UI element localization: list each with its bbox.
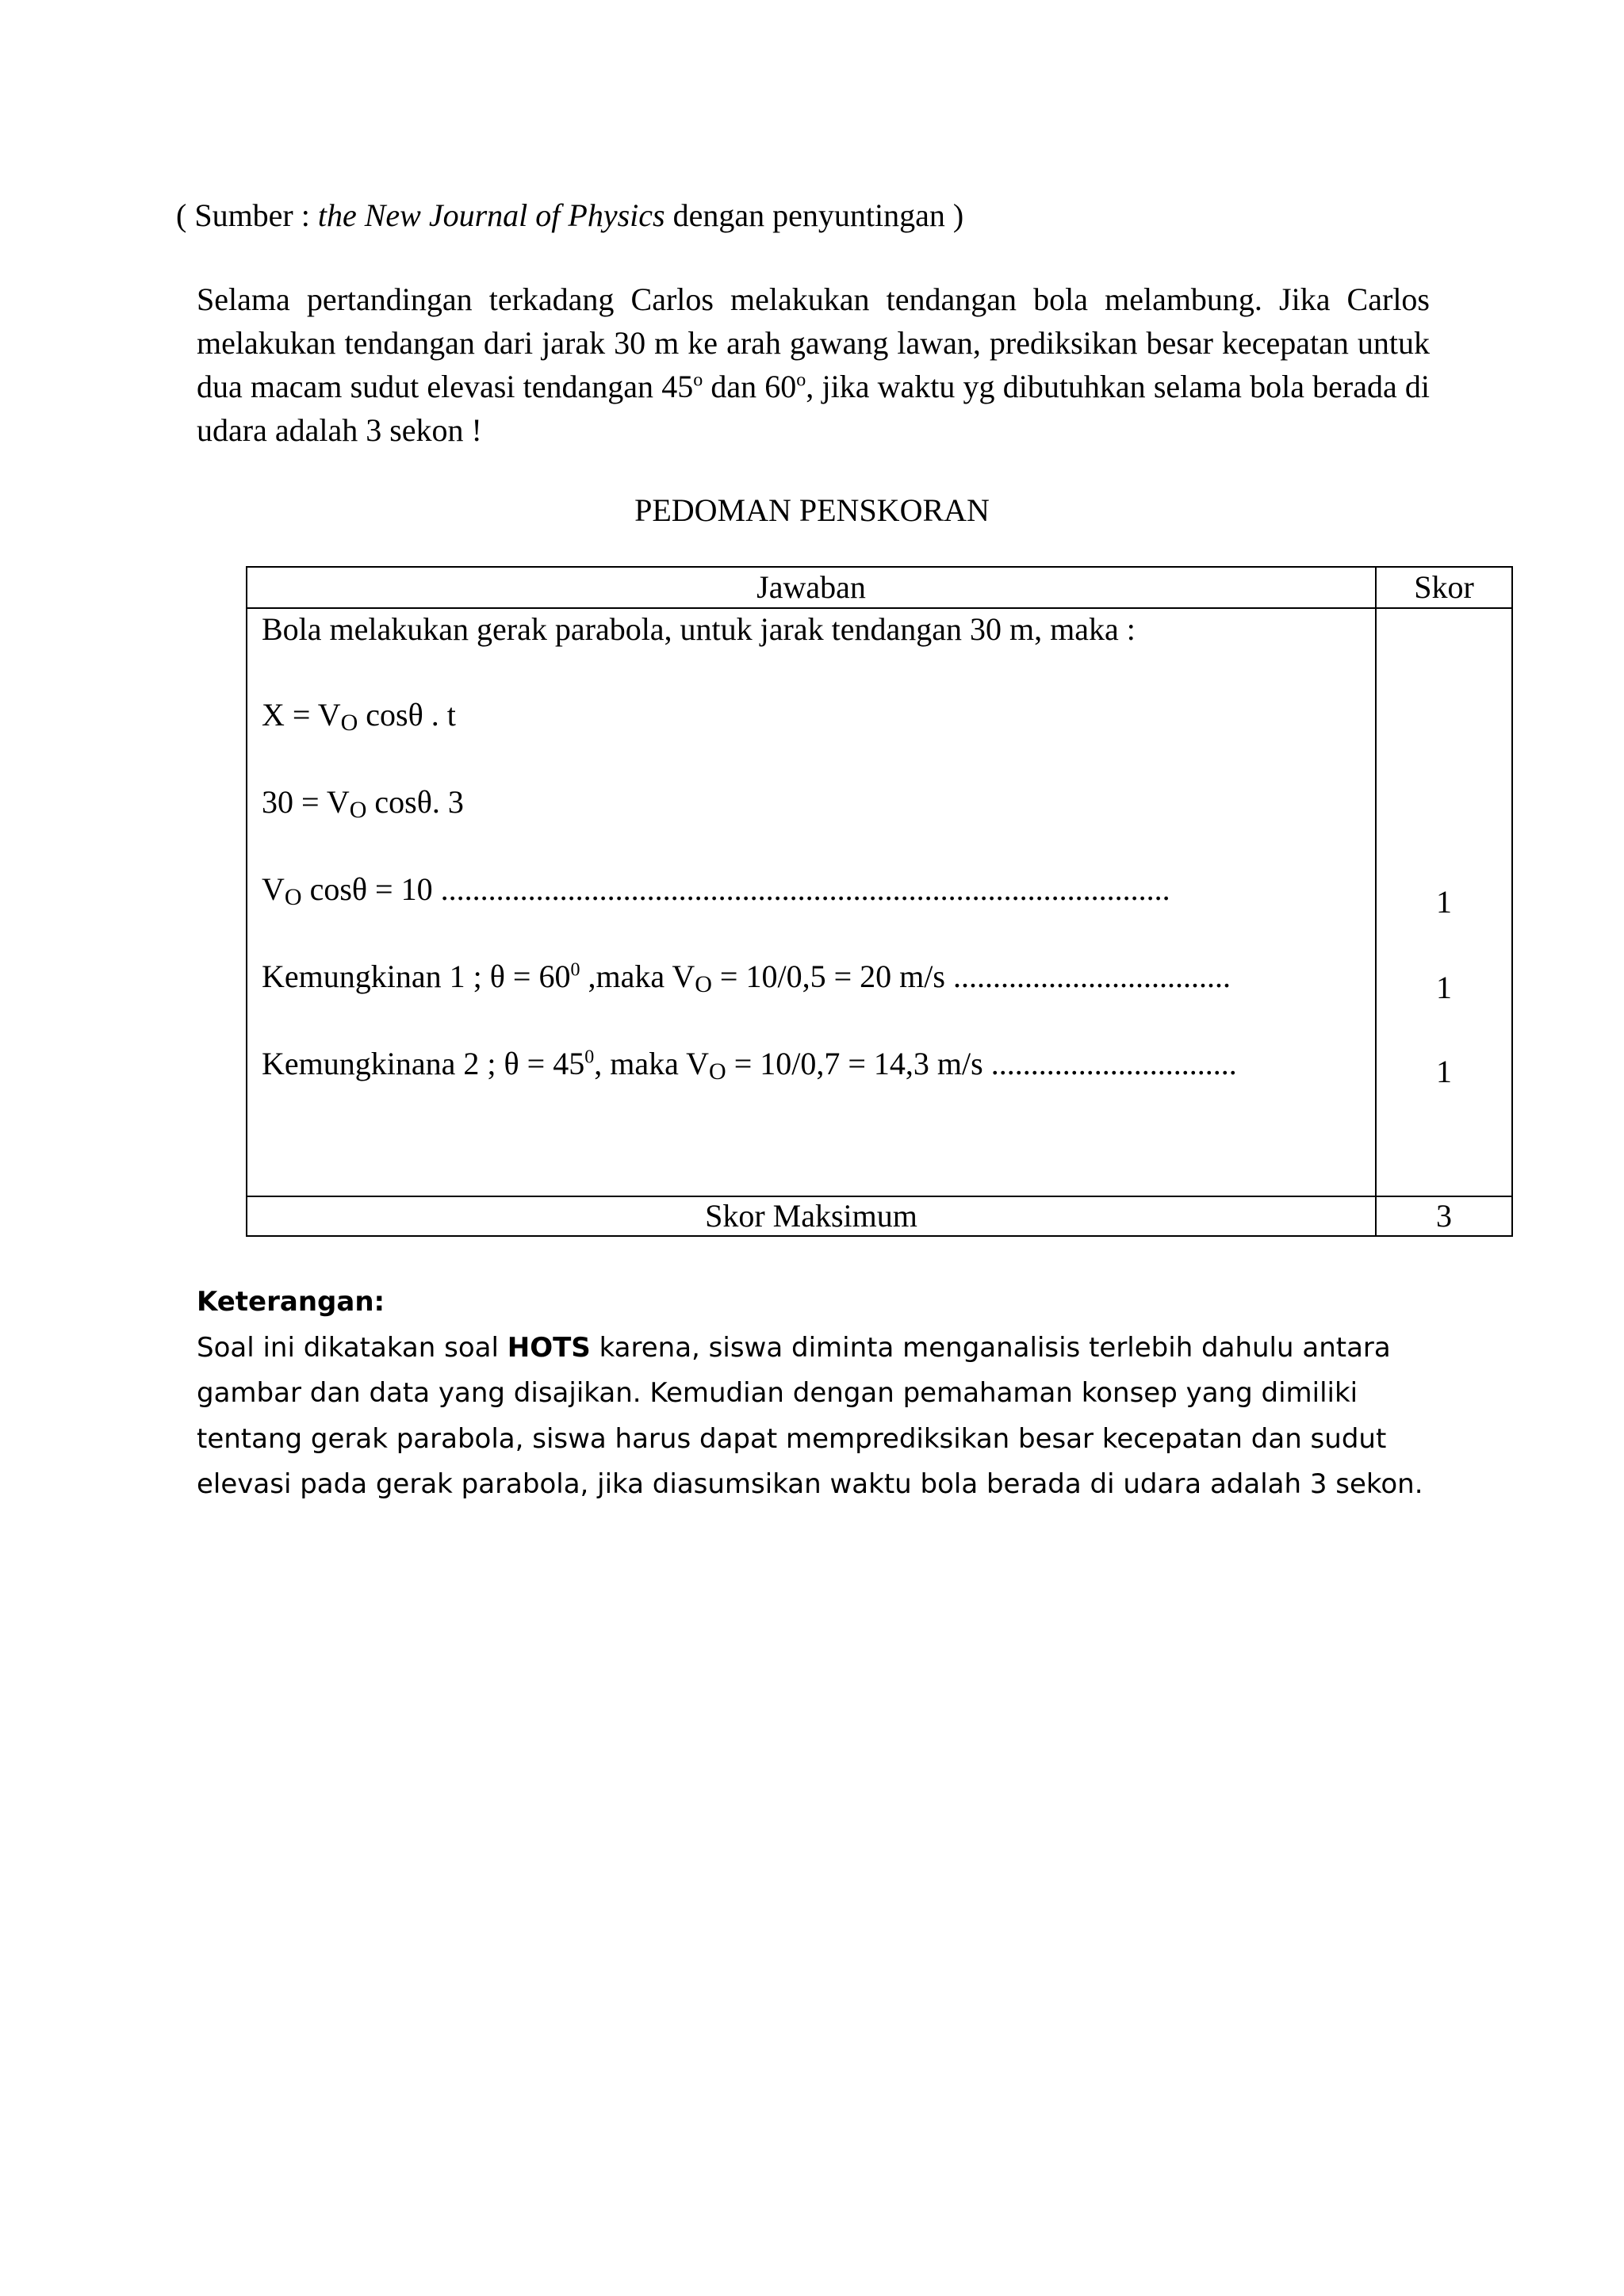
table-header-row [247, 567, 1512, 608]
answer-line-4 [262, 869, 1375, 956]
answer-line-6-sup: 0 [584, 1047, 595, 1068]
answer-line-4-sub: O [284, 884, 302, 910]
answer-line-5-sup: 0 [570, 959, 580, 981]
rubric-title [0, 490, 1624, 531]
answer-line-3-a: 30 = V [262, 784, 350, 820]
notes-text-before: Soal ini dikatakan soal [197, 1331, 508, 1364]
answer-line-1 [262, 609, 1375, 695]
answer-row [247, 608, 1512, 1196]
answer-line-6-b: , maka V [594, 1046, 710, 1081]
answer-line-1-text: Bola melakukan gerak parabola, untuk jarak tendangan 30 m, maka : [262, 611, 1136, 647]
notes-title: Keterangan: [197, 1286, 385, 1318]
table-footer-row [247, 1196, 1512, 1236]
answer-line-6-sub: O [709, 1058, 726, 1085]
score-2: 1 [1436, 970, 1452, 1005]
question-part2: dan 60 [703, 369, 797, 404]
answer-line-5 [262, 956, 1375, 1043]
answer-line-5-b: ,maka V [580, 959, 695, 994]
answer-line-6-c: = 10/0,7 = 14,3 m/s ............................... [726, 1046, 1237, 1081]
answer-line-5-c: = 10/0,5 = 20 m/s ................................... [711, 959, 1231, 994]
answer-line-5-a: Kemungkinan 1 ; θ = 60 [262, 959, 571, 994]
answer-line-5-sub: O [695, 971, 712, 997]
notes-section [197, 1280, 1465, 1508]
header-score: Skor [1376, 567, 1512, 608]
answer-cell [247, 608, 1376, 1196]
answer-line-2-sub: O [340, 710, 358, 736]
source-citation [176, 195, 963, 236]
scoring-table [246, 566, 1513, 1237]
score-cell [1376, 608, 1512, 1196]
answer-line-4-a: V [262, 871, 285, 907]
answer-line-2 [262, 695, 1375, 782]
notes-body [197, 1326, 1465, 1508]
answer-line-6 [262, 1043, 1375, 1131]
score-3: 1 [1436, 1054, 1452, 1089]
notes-text-after: karena, siswa diminta menganalisis terlebih dahulu antara gambar dan data yang disajikan. Kemudian dengan pemahaman konsep yang dimiliki tentang gerak parabola, siswa harus dapat memprediksikan besar kecepatan dan sudut elevasi pada gerak parabola, jika diasumsikan waktu bola berada di udara adalah 3 sekon. [197, 1331, 1423, 1500]
answer-line-3-b: cosθ. 3 [366, 784, 464, 820]
question-part1: Selama pertandingan terkadang Carlos melakukan tendangan bola melambung. Jika Carlos melakukan tendangan dari jarak 30 m ke arah gawang lawan, prediksikan besar kecepatan untuk dua macam sudut elevasi tendangan 45 [197, 281, 1430, 404]
answer-line-2-b: cosθ . t [358, 697, 456, 733]
answer-line-6-a: Kemungkinana 2 ; θ = 45 [262, 1046, 585, 1081]
answer-line-3-sub: O [349, 797, 367, 823]
max-score-value: 3 [1376, 1196, 1512, 1236]
question-part3: , jika waktu yg dibutuhkan selama bola berada di udara adalah 3 sekon ! [197, 369, 1430, 448]
score-1: 1 [1436, 884, 1452, 920]
answer-line-4-b: cosθ = 10 ............................................................................................ [301, 871, 1170, 907]
source-journal: the New Journal of Physics [317, 197, 665, 233]
max-score-label: Skor Maksimum [247, 1196, 1376, 1236]
answer-line-3 [262, 782, 1375, 869]
degree-45: o [693, 369, 703, 391]
answer-line-2-a: X = V [262, 697, 341, 733]
rubric-title-text: PEDOMAN PENSKORAN [634, 492, 990, 528]
notes-hots: HOTS [507, 1331, 591, 1364]
source-rest: dengan penyuntingan ) [665, 197, 964, 233]
header-answer: Jawaban [247, 567, 1376, 608]
source-open: ( Sumber : [176, 197, 318, 233]
degree-60: o [796, 369, 806, 391]
question-text [197, 277, 1430, 452]
